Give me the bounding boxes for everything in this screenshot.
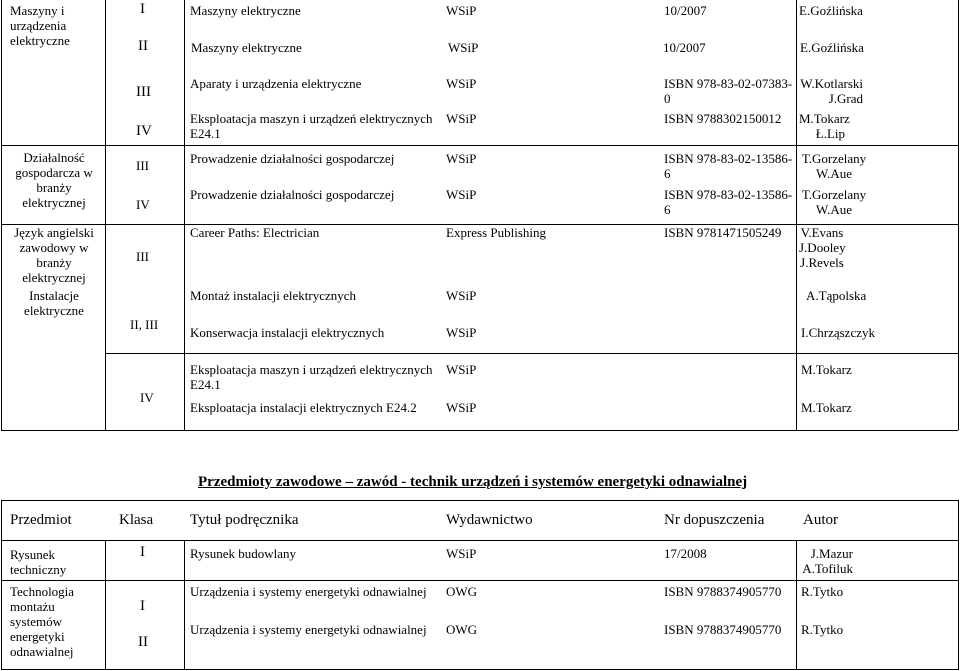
publisher-cell: WSiP <box>446 362 477 377</box>
title-cell: Eksploatacja maszyn i urządzeń elektrycznych E24.1 <box>190 111 433 141</box>
subject-cell: Maszyny i urządzenia elektryczne <box>10 3 70 48</box>
publisher-cell: OWG <box>446 584 478 599</box>
author-cell: W.Kotlarski J.Grad <box>800 76 863 106</box>
publisher-cell: Express Publishing <box>446 225 547 240</box>
header-przedmiot: Przedmiot <box>10 512 72 528</box>
author-cell: M.Tokarz Ł.Lip <box>799 111 850 141</box>
klasa-cell: II <box>138 634 148 650</box>
subject-cell: Działalność gospodarcza w branży elektrycznej <box>15 150 93 210</box>
approval-cell: ISBN 9781471505249 <box>664 225 782 240</box>
author-cell: J.Mazur A.Tofiluk <box>802 546 853 576</box>
title-cell: Eksploatacja instalacji elektrycznych E24.2 <box>190 400 417 415</box>
title-cell: Urządzenia i systemy energetyki odnawialnej <box>190 584 427 599</box>
klasa-cell: IV <box>140 390 154 405</box>
approval-cell: ISBN 978-83-02-13586- 6 <box>664 151 793 181</box>
subject-cell: Język angielski zawodowy w branży elektrycznej <box>14 225 94 285</box>
approval-cell: ISBN 978-83-02-07383- 0 <box>664 76 793 106</box>
publisher-cell: WSiP <box>446 400 477 415</box>
publisher-cell: WSiP <box>446 288 477 303</box>
publisher-cell: WSiP <box>446 546 477 561</box>
publisher-cell: WSiP <box>446 3 477 18</box>
author-cell: V.Evans J.Dooley J.Revels <box>799 225 846 270</box>
header-autor: Autor <box>803 512 838 528</box>
approval-cell: 17/2008 <box>664 546 707 561</box>
klasa-cell: IV <box>136 123 152 139</box>
header-tytul: Tytuł podręcznika <box>190 512 299 528</box>
title-cell: Prowadzenie działalności gospodarczej <box>190 151 395 166</box>
klasa-cell: III <box>136 158 149 173</box>
subject-cell: Instalacje elektryczne <box>24 288 84 318</box>
title-cell: Career Paths: Electrician <box>190 225 320 240</box>
approval-cell: ISBN 978-83-02-13586- 6 <box>664 187 793 217</box>
title-cell: Maszyny elektryczne <box>190 3 301 18</box>
title-cell: Maszyny elektryczne <box>191 40 302 55</box>
title-cell: Konserwacja instalacji elektrycznych <box>190 325 385 340</box>
section-title: Przedmioty zawodowe – zawód - technik urządzeń i systemów energetyki odnawialnej <box>198 474 748 490</box>
author-cell: M.Tokarz <box>801 400 852 415</box>
approval-cell: ISBN 9788374905770 <box>664 622 782 637</box>
subject-cell: Technologia montażu systemów energetyki odnawialnej <box>10 584 75 659</box>
author-cell: R.Tytko <box>801 622 844 637</box>
publisher-cell: WSiP <box>446 187 477 202</box>
publisher-cell: WSiP <box>448 40 479 55</box>
publisher-cell: WSiP <box>446 111 477 126</box>
klasa-cell: I <box>140 1 145 17</box>
header-nr-dopuszczenia: Nr dopuszczenia <box>664 512 765 528</box>
klasa-cell: I <box>140 598 145 614</box>
klasa-cell: II, III <box>130 317 159 332</box>
subject-cell: Rysunek techniczny <box>10 547 67 577</box>
author-cell: E.Goźlińska <box>799 3 863 18</box>
author-cell: R.Tytko <box>801 584 844 599</box>
publisher-cell: WSiP <box>446 151 477 166</box>
title-cell: Prowadzenie działalności gospodarczej <box>190 187 395 202</box>
publisher-cell: OWG <box>446 622 478 637</box>
klasa-cell: II <box>138 38 148 54</box>
author-cell: E.Goźlińska <box>800 40 864 55</box>
publisher-cell: WSiP <box>446 325 477 340</box>
approval-cell: ISBN 9788374905770 <box>664 584 782 599</box>
author-cell: A.Tąpolska <box>806 288 867 303</box>
klasa-cell: IV <box>136 197 150 212</box>
author-cell: T.Gorzelany W.Aue <box>801 151 867 181</box>
publisher-cell: WSiP <box>446 76 477 91</box>
title-cell: Aparaty i urządzenia elektryczne <box>190 76 362 91</box>
approval-cell: 10/2007 <box>664 3 707 18</box>
title-cell: Urządzenia i systemy energetyki odnawialnej <box>190 622 427 637</box>
author-cell: T.Gorzelany W.Aue <box>801 187 867 217</box>
title-cell: Montaż instalacji elektrycznych <box>190 288 357 303</box>
author-cell: I.Chrząszczyk <box>801 325 875 340</box>
approval-cell: 10/2007 <box>663 40 706 55</box>
title-cell: Eksploatacja maszyn i urządzeń elektrycznych E24.1 <box>190 362 433 392</box>
klasa-cell: III <box>136 249 149 264</box>
title-cell: Rysunek budowlany <box>190 546 296 561</box>
author-cell: M.Tokarz <box>801 362 852 377</box>
klasa-cell: III <box>136 84 151 100</box>
klasa-cell: I <box>140 544 145 560</box>
header-klasa: Klasa <box>119 512 154 528</box>
approval-cell: ISBN 9788302150012 <box>664 111 782 126</box>
header-wydawnictwo: Wydawnictwo <box>446 512 533 528</box>
